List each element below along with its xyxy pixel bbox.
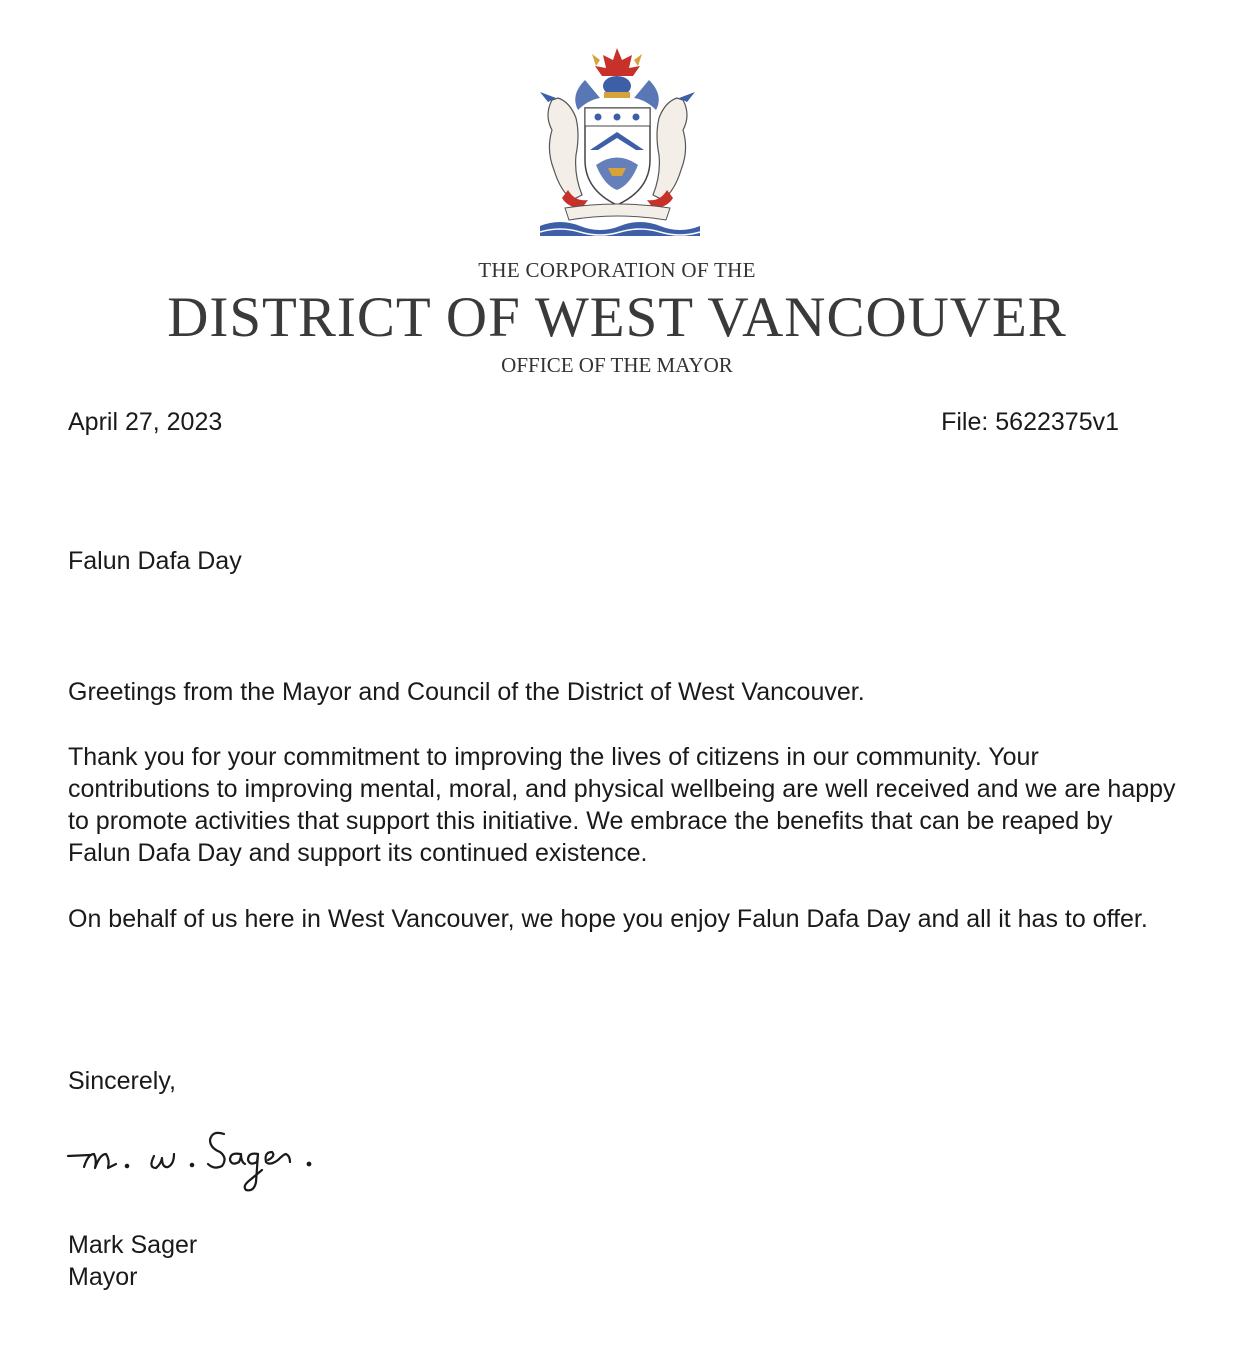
file-reference: File: 5622375v1 xyxy=(941,408,1119,436)
motto-scroll xyxy=(565,204,670,220)
corporation-line: THE CORPORATION OF THE xyxy=(478,258,756,282)
coat-of-arms-crest xyxy=(530,40,705,240)
letter-date: April 27, 2023 xyxy=(68,408,223,436)
body-paragraph-2: On behalf of us here in West Vancouver, we hope you enjoy Falun Dafa Day and all it has to offer. xyxy=(68,905,1148,933)
closing-salutation: Sincerely, xyxy=(68,1067,176,1095)
greeting-paragraph: Greetings from the Mayor and Council of the District of West Vancouver. xyxy=(68,678,865,706)
district-title: DISTRICT OF WEST VANCOUVER xyxy=(167,286,1067,349)
maple-leaf-icon xyxy=(595,48,640,76)
body-paragraph-1: Thank you for your commitment to improving the lives of citizens in our community. Your contributions to improving mental, moral, and physical wellbeing are well received and we are happy to promote activities that support this initiative. We embrace the benefits that can be reaped by Falun Dafa Day and support its continued existence. xyxy=(68,743,1176,867)
handwritten-signature xyxy=(64,1120,324,1205)
letter-subject: Falun Dafa Day xyxy=(68,547,242,575)
signer-name: Mark Sager xyxy=(68,1231,198,1259)
office-line: OFFICE OF THE MAYOR xyxy=(501,353,733,377)
signer-title: Mayor xyxy=(68,1263,138,1291)
